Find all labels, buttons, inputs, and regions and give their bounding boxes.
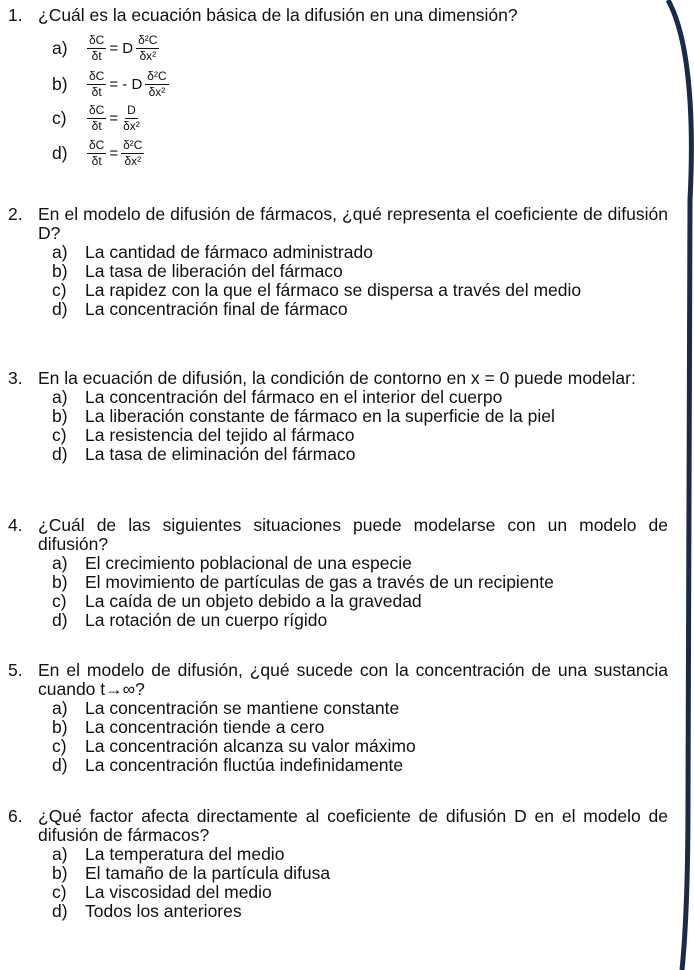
option-a[interactable] bbox=[52, 388, 668, 407]
option-d[interactable] bbox=[52, 611, 668, 630]
option-d[interactable] bbox=[52, 902, 668, 921]
option-a[interactable] bbox=[52, 243, 668, 262]
option-letter: d) bbox=[52, 755, 68, 775]
question-number: 5. bbox=[8, 660, 23, 680]
option-text: La rotación de un cuerpo rígido bbox=[85, 610, 328, 630]
option-letter: c) bbox=[52, 736, 67, 756]
option-letter: a) bbox=[52, 387, 68, 407]
option-text: La tasa de liberación del fármaco bbox=[85, 261, 343, 281]
option-d[interactable] bbox=[52, 445, 668, 464]
option-text: La concentración del fármaco en el interior del cuerpo bbox=[85, 387, 503, 407]
fraction-rhs bbox=[136, 34, 159, 63]
option-letter: c) bbox=[52, 591, 67, 611]
option-b[interactable] bbox=[52, 262, 668, 281]
option-letter: d) bbox=[52, 444, 68, 464]
option-letter: b) bbox=[52, 73, 68, 94]
equation-operator: = bbox=[109, 109, 119, 127]
option-d[interactable] bbox=[52, 135, 668, 171]
fraction-lhs bbox=[87, 139, 106, 168]
fraction-numerator: D bbox=[127, 102, 136, 117]
fraction-lhs bbox=[87, 70, 106, 99]
question-1 bbox=[6, 6, 668, 171]
option-text: La resistencia del tejido al fármaco bbox=[85, 425, 355, 445]
option-letter: b) bbox=[52, 572, 68, 592]
option-letter: c) bbox=[52, 107, 67, 128]
fraction-numerator: δC bbox=[89, 32, 105, 47]
option-text: La tasa de eliminación del fármaco bbox=[85, 444, 356, 464]
option-text: La concentración tiende a cero bbox=[85, 717, 325, 737]
option-text: La temperatura del medio bbox=[85, 844, 285, 864]
option-letter: d) bbox=[52, 610, 68, 630]
option-d[interactable] bbox=[52, 300, 668, 319]
option-a[interactable] bbox=[52, 699, 668, 718]
fraction-denominator: δt bbox=[91, 84, 102, 99]
fraction-numerator: δ²C bbox=[147, 68, 167, 83]
question-text: En la ecuación de difusión, la condición de contorno en x = 0 puede modelar: bbox=[38, 368, 636, 388]
option-text: El movimiento de partículas de gas a través de un recipiente bbox=[85, 572, 554, 592]
question-number: 1. bbox=[8, 5, 23, 25]
option-letter: a) bbox=[52, 698, 68, 718]
fraction-rhs bbox=[145, 70, 168, 99]
option-letter: d) bbox=[52, 142, 68, 163]
fraction-rhs bbox=[121, 104, 142, 133]
question-text: ¿Cuál de las siguientes situaciones puede modelarse con un modelo de difusión? bbox=[38, 515, 668, 554]
option-text: La caída de un objeto debido a la gravedad bbox=[85, 591, 422, 611]
option-text: La cantidad de fármaco administrado bbox=[85, 242, 373, 262]
question-number: 3. bbox=[8, 368, 23, 388]
option-letter: c) bbox=[52, 882, 67, 902]
option-b[interactable] bbox=[52, 573, 668, 592]
equation-operator: = bbox=[109, 144, 119, 162]
option-letter: d) bbox=[52, 901, 68, 921]
option-text: Todos los anteriores bbox=[85, 901, 242, 921]
option-letter: b) bbox=[52, 717, 68, 737]
option-text: La concentración se mantiene constante bbox=[85, 698, 400, 718]
question-4 bbox=[6, 516, 668, 630]
question-number: 2. bbox=[8, 204, 23, 224]
fraction-denominator: δx² bbox=[148, 84, 166, 99]
option-text: La viscosidad del medio bbox=[85, 882, 272, 902]
fraction-lhs bbox=[87, 104, 106, 133]
fraction-numerator: δC bbox=[89, 137, 105, 152]
equation-operator: = - D bbox=[109, 75, 143, 93]
option-letter: b) bbox=[52, 863, 68, 883]
question-number: 4. bbox=[8, 515, 23, 535]
fraction-numerator: δC bbox=[89, 68, 105, 83]
fraction-numerator: δ²C bbox=[138, 32, 158, 47]
fraction-rhs bbox=[121, 139, 144, 168]
option-a[interactable] bbox=[52, 554, 668, 573]
option-b[interactable] bbox=[52, 407, 668, 426]
option-letter: c) bbox=[52, 425, 67, 445]
fraction-denominator: δx² bbox=[123, 118, 140, 133]
option-letter: a) bbox=[52, 37, 68, 58]
option-a[interactable] bbox=[52, 845, 668, 864]
question-3 bbox=[6, 369, 668, 464]
option-text: La liberación constante de fármaco en la superficie de la piel bbox=[85, 406, 555, 426]
question-number: 6. bbox=[8, 806, 23, 826]
option-text: El crecimiento poblacional de una especie bbox=[85, 553, 412, 573]
question-text: En el modelo de difusión de fármacos, ¿qué representa el coeficiente de difusión D? bbox=[38, 204, 668, 243]
option-text: El tamaño de la partícula difusa bbox=[85, 863, 331, 883]
question-6 bbox=[6, 807, 668, 921]
equation-operator: = D bbox=[109, 39, 134, 57]
option-d[interactable] bbox=[52, 756, 668, 775]
option-text: La concentración alcanza su valor máximo bbox=[85, 736, 416, 756]
option-c[interactable] bbox=[52, 281, 668, 300]
option-text: La concentración final de fármaco bbox=[85, 299, 348, 319]
option-c[interactable] bbox=[52, 426, 668, 445]
option-letter: d) bbox=[52, 299, 68, 319]
option-a[interactable] bbox=[52, 29, 668, 67]
option-c[interactable] bbox=[52, 883, 668, 902]
option-b[interactable] bbox=[52, 718, 668, 737]
question-2 bbox=[6, 205, 668, 319]
option-b[interactable] bbox=[52, 67, 668, 101]
option-c[interactable] bbox=[52, 592, 668, 611]
fraction-denominator: δx² bbox=[139, 48, 157, 63]
option-letter: a) bbox=[52, 844, 68, 864]
option-letter: a) bbox=[52, 242, 68, 262]
option-letter: c) bbox=[52, 280, 67, 300]
option-letter: b) bbox=[52, 261, 68, 281]
fraction-numerator: δ²C bbox=[123, 137, 143, 152]
fraction-denominator: δx² bbox=[124, 153, 142, 168]
option-c[interactable] bbox=[52, 101, 668, 135]
question-text: ¿Cuál es la ecuación básica de la difusión en una dimensión? bbox=[38, 5, 518, 25]
fraction-denominator: δt bbox=[91, 118, 102, 133]
option-text: La concentración fluctúa indefinidamente bbox=[85, 755, 404, 775]
option-c[interactable] bbox=[52, 737, 668, 756]
fraction-denominator: δt bbox=[91, 48, 102, 63]
option-text: La rapidez con la que el fármaco se dispersa a través del medio bbox=[85, 280, 582, 300]
option-letter: b) bbox=[52, 406, 68, 426]
fraction-lhs bbox=[87, 34, 106, 63]
fraction-denominator: δt bbox=[91, 153, 102, 168]
question-text: ¿Qué factor afecta directamente al coeficiente de difusión D en el modelo de difusión de fármacos? bbox=[38, 806, 668, 845]
option-b[interactable] bbox=[52, 864, 668, 883]
question-5 bbox=[6, 661, 668, 775]
option-letter: a) bbox=[52, 553, 68, 573]
question-text: En el modelo de difusión, ¿qué sucede con la concentración de una sustancia cuando t→∞? bbox=[38, 660, 668, 699]
fraction-numerator: δC bbox=[89, 102, 105, 117]
